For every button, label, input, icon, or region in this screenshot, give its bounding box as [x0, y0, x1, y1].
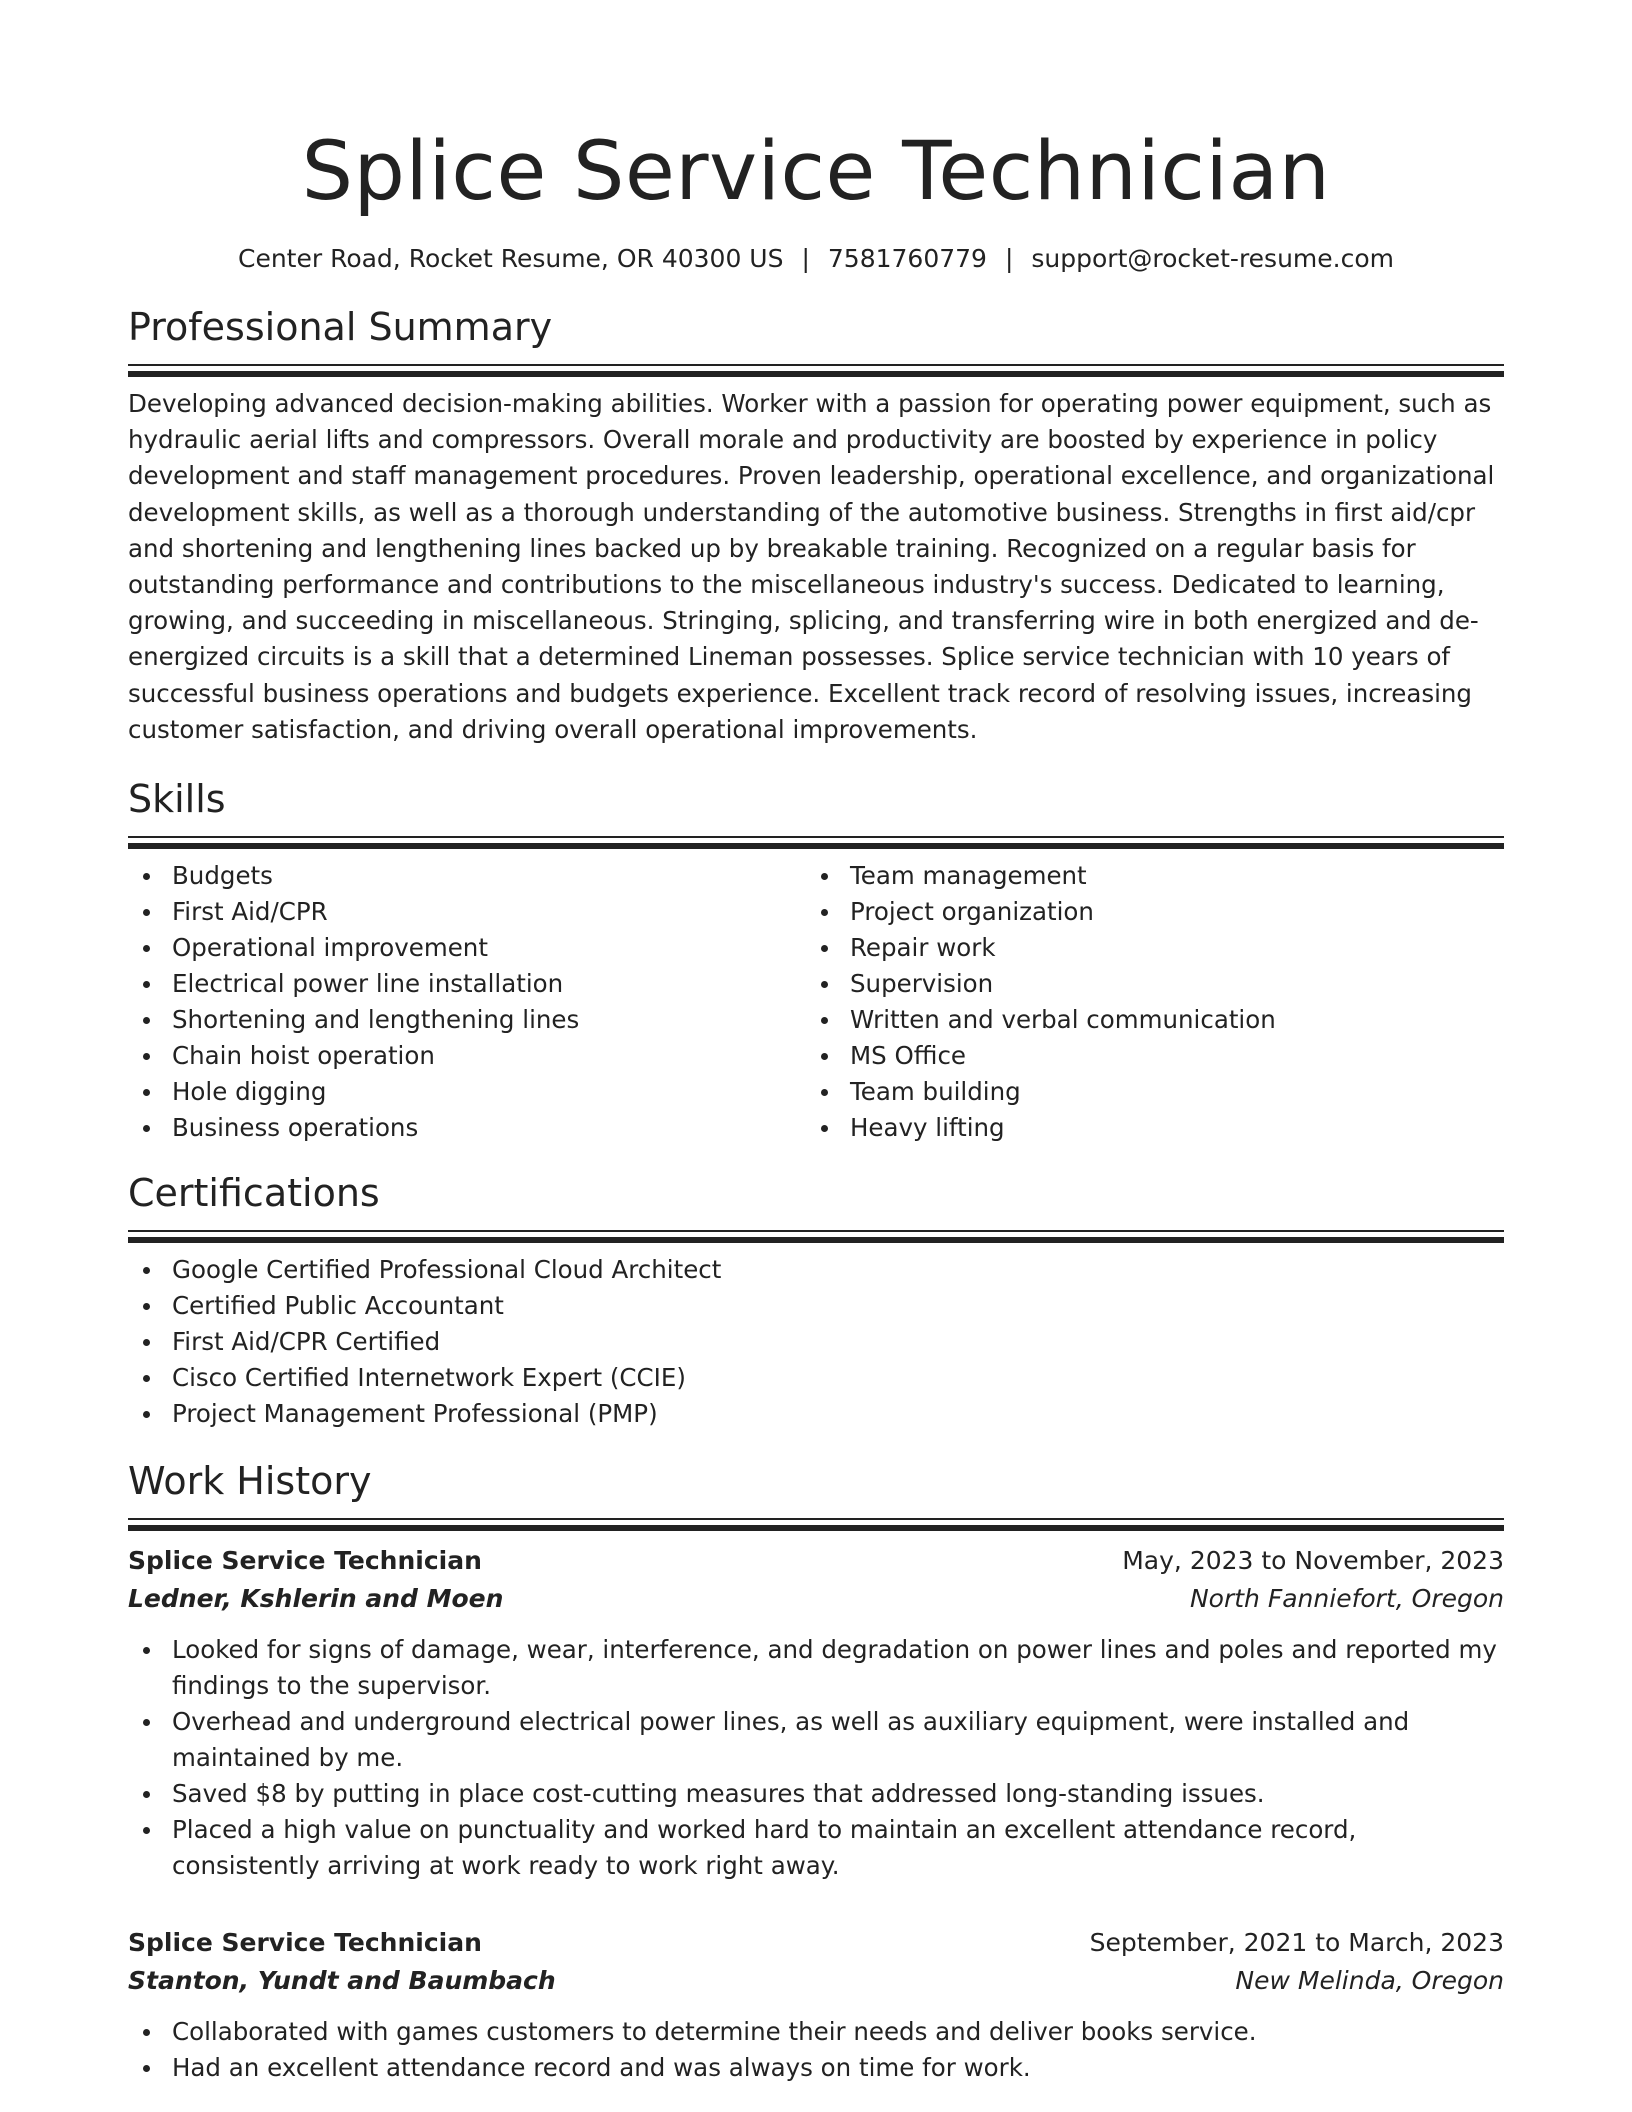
skill-item: Heavy lifting — [806, 1110, 1484, 1146]
skills-list-left — [128, 858, 806, 1146]
skill-item: Chain hoist operation — [128, 1038, 806, 1074]
job-title: Splice Service Technician — [128, 1928, 482, 1958]
certifications-list — [128, 1252, 1504, 1432]
contact-line — [128, 242, 1504, 276]
summary-text: Developing advanced decision-making abilities. Worker with a passion for operating power equipment, such as hydraulic aerial lifts and compressors. Overall morale and productivity are boosted by experience in policy development and staff management procedures. Proven leadership, operational excellence, and organizational development skills, as well as a thorough understanding of the automotive business. Strengths in first aid/cpr and shortening and lengthening lines backed up by breakable training. Recognized on a regular basis for outstanding performance and contributions to the miscellaneous industry's success. Dedicated to learning, growing, and succeeding in miscellaneous. Stringing, splicing, and transferring wire in both energized and de-energized circuits is a skill that a determined Lineman possesses. Splice service technician with 10 years of successful business operations and budgets experience. Excellent track record of resolving issues, increasing customer satisfaction, and driving overall operational improvements. — [128, 389, 1495, 744]
skill-item: Business operations — [128, 1110, 806, 1146]
job-duty-item: Collaborated with games customers to determine their needs and deliver books service. — [128, 2014, 1504, 2050]
certification-item: Project Management Professional (PMP) — [128, 1396, 1504, 1432]
certification-item: Cisco Certified Internetwork Expert (CCIE) — [128, 1360, 1504, 1396]
section-title-summary: Professional Summary — [128, 305, 553, 349]
skills-grid — [128, 858, 1504, 1146]
job-location: New Melinda, Oregon — [1235, 1966, 1504, 1996]
resume-name: Splice Service Technician — [301, 125, 1331, 219]
work-history-section — [128, 1458, 1504, 2086]
job-entry — [128, 1924, 1504, 2086]
contact-address: Center Road, Rocket Resume, OR 40300 US — [237, 244, 784, 273]
skill-item: Project organization — [806, 894, 1484, 930]
job-dates: May, 2023 to November, 2023 — [1122, 1546, 1504, 1576]
section-divider — [128, 1518, 1504, 1528]
skill-item: Hole digging — [128, 1074, 806, 1110]
skill-item: Budgets — [128, 858, 806, 894]
section-divider — [128, 1230, 1504, 1240]
job-header-row — [128, 1542, 1504, 1580]
skill-item: Team building — [806, 1074, 1484, 1110]
section-title-certifications: Certifications — [128, 1171, 380, 1216]
skills-list-right — [806, 858, 1484, 1146]
job-duties-list — [128, 2014, 1504, 2086]
job-duty-item: Saved $8 by putting in place cost-cutting measures that addressed long-standing issues. — [128, 1776, 1504, 1812]
certifications-section — [128, 1170, 1504, 1432]
certification-item: Google Certified Professional Cloud Architect — [128, 1252, 1504, 1288]
summary-section — [128, 304, 1504, 748]
section-divider — [128, 836, 1504, 846]
skill-item: Operational improvement — [128, 930, 806, 966]
contact-email: support@rocket-resume.com — [1031, 244, 1395, 273]
job-duties-list — [128, 1632, 1504, 1884]
skill-item: Repair work — [806, 930, 1484, 966]
job-title: Splice Service Technician — [128, 1546, 482, 1576]
section-title-work-history: Work History — [128, 1459, 372, 1504]
certification-item: Certified Public Accountant — [128, 1288, 1504, 1324]
skill-item: Written and verbal communication — [806, 1002, 1484, 1038]
certification-item: First Aid/CPR Certified — [128, 1324, 1504, 1360]
contact-separator: | — [1004, 244, 1014, 273]
job-subheader-row — [128, 1962, 1504, 2000]
job-company: Ledner, Kshlerin and Moen — [128, 1584, 504, 1614]
job-header-row — [128, 1924, 1504, 1962]
skill-item: Shortening and lengthening lines — [128, 1002, 806, 1038]
job-location: North Fanniefort, Oregon — [1189, 1584, 1504, 1614]
contact-separator: | — [801, 244, 810, 273]
job-subheader-row — [128, 1580, 1504, 1618]
section-divider — [128, 364, 1504, 374]
skills-section — [128, 776, 1504, 1146]
job-duty-item: Had an excellent attendance record and was always on time for work. — [128, 2050, 1504, 2086]
section-title-skills: Skills — [128, 777, 226, 822]
contact-phone: 7581760779 — [827, 244, 987, 273]
skill-item: Electrical power line installation — [128, 966, 806, 1002]
job-entry — [128, 1542, 1504, 1884]
job-duty-item: Overhead and underground electrical power lines, as well as auxiliary equipment, were installed and maintained by me. — [128, 1704, 1504, 1776]
skill-item: First Aid/CPR — [128, 894, 806, 930]
job-duty-item: Placed a high value on punctuality and worked hard to maintain an excellent attendance record, consistently arriving at work ready to work right away. — [128, 1812, 1504, 1884]
skill-item: Supervision — [806, 966, 1484, 1002]
skill-item: MS Office — [806, 1038, 1484, 1074]
job-dates: September, 2021 to March, 2023 — [1089, 1928, 1504, 1958]
job-company: Stanton, Yundt and Baumbach — [128, 1966, 556, 1996]
skill-item: Team management — [806, 858, 1484, 894]
job-duty-item: Looked for signs of damage, wear, interference, and degradation on power lines and poles and reported my findings to the supervisor. — [128, 1632, 1504, 1704]
